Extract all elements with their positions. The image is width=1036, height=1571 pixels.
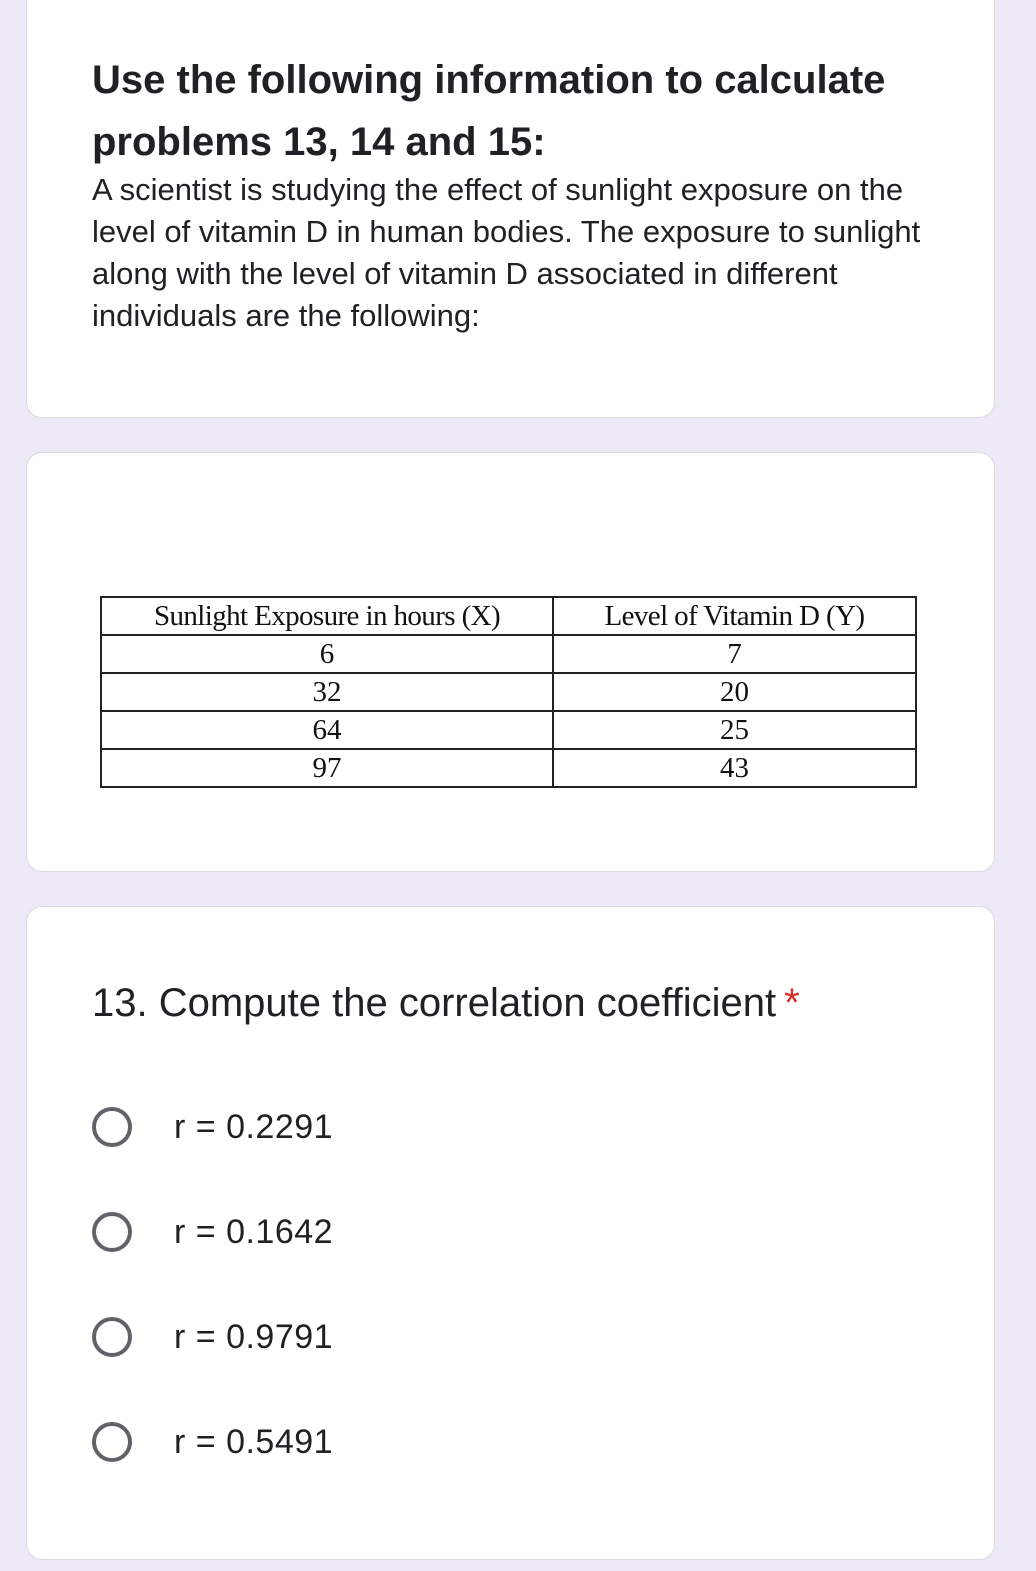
table-row <box>101 635 916 673</box>
radio-button[interactable] <box>92 1107 132 1147</box>
option-label: r = 0.9791 <box>174 1317 334 1356</box>
option-label: r = 0.1642 <box>174 1212 334 1251</box>
radio-button[interactable] <box>92 1317 132 1357</box>
table-row <box>101 749 916 787</box>
cell-y: 7 <box>553 635 916 673</box>
option-label: r = 0.2291 <box>174 1107 334 1146</box>
cell-x: 97 <box>101 749 553 787</box>
section-title: Use the following information to calculate problems 13, 14 and 15: <box>92 58 886 164</box>
cell-y: 20 <box>553 673 916 711</box>
option-r-0-5491[interactable] <box>92 1415 592 1469</box>
cell-x: 64 <box>101 711 553 749</box>
cell-x: 32 <box>101 673 553 711</box>
section-description: A scientist is studying the effect of sunlight exposure on the level of vitamin D in human bodies. The exposure to sunlight along with the level of vitamin D associated in different individuals are the following: <box>92 172 921 333</box>
question-title <box>92 977 800 1029</box>
radio-button[interactable] <box>92 1212 132 1252</box>
option-r-0-1642[interactable] <box>92 1205 592 1259</box>
table-row <box>101 711 916 749</box>
required-asterisk: * <box>784 981 800 1025</box>
cell-y: 25 <box>553 711 916 749</box>
cell-y: 43 <box>553 749 916 787</box>
table-header-row <box>101 597 916 635</box>
radio-button[interactable] <box>92 1422 132 1462</box>
table-row <box>101 673 916 711</box>
question-text: 13. Compute the correlation coefficient <box>92 981 777 1025</box>
option-r-0-9791[interactable] <box>92 1310 592 1364</box>
question-card <box>26 906 995 1560</box>
data-table <box>100 596 917 788</box>
header-sunlight-exposure: Sunlight Exposure in hours (X) <box>101 597 553 635</box>
image-card <box>26 452 995 872</box>
section-header-card <box>26 0 995 418</box>
cell-x: 6 <box>101 635 553 673</box>
option-r-0-2291[interactable] <box>92 1100 592 1154</box>
option-label: r = 0.5491 <box>174 1422 334 1461</box>
header-vitamin-d-level: Level of Vitamin D (Y) <box>553 597 916 635</box>
